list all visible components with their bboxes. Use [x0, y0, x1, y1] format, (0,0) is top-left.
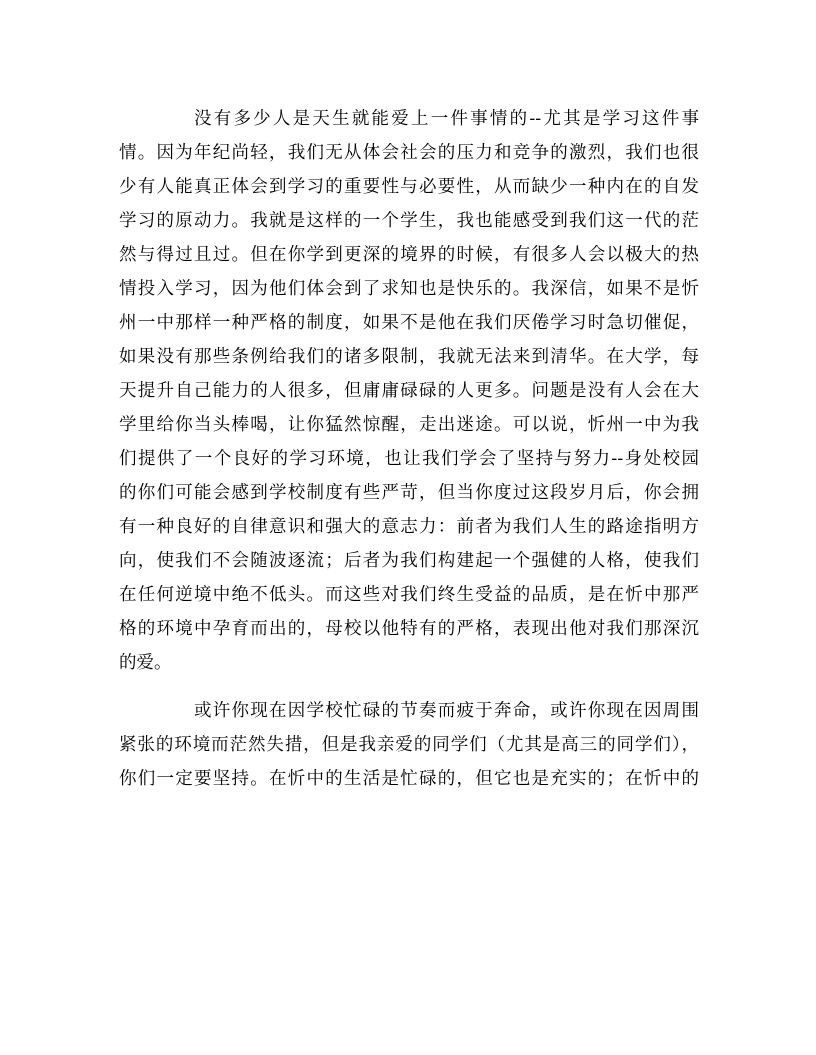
- text-line: 格的环境中孕育而出的，母校以他特有的严格，表现出他对我们那深沉: [119, 619, 699, 639]
- text-line: 有一种良好的自律意识和强大的意志力：前者为我们人生的路途指明方: [119, 517, 699, 537]
- text-line: 少有人能真正体会到学习的重要性与必要性，从而缺少一种内在的自发: [119, 177, 699, 197]
- text-line: 然与得过且过。但在你学到更深的境界的时候，有很多人会以极大的热: [119, 245, 699, 265]
- text-line: 的爱。: [119, 653, 172, 673]
- text-line: 天提升自己能力的人很多，但庸庸碌碌的人更多。问题是没有人会在大: [119, 381, 699, 401]
- text-line: 州一中那样一种严格的制度，如果不是他在我们厌倦学习时急切催促，: [119, 313, 699, 333]
- document-body: [119, 102, 699, 796]
- text-line: 学习的原动力。我就是这样的一个学生，我也能感受到我们这一代的茫: [119, 211, 699, 231]
- text-line: 或许你现在因学校忙碌的节奏而疲于奔命，或许你现在因周围: [194, 701, 699, 721]
- text-line: 如果没有那些条例给我们的诸多限制，我就无法来到清华。在大学，每: [119, 347, 699, 367]
- paragraph-1: [119, 102, 699, 680]
- paragraph-2: [119, 694, 699, 796]
- text-line: 紧张的环境而茫然失措，但是我亲爱的同学们（尤其是高三的同学们），: [119, 735, 699, 755]
- text-line: 你们一定要坚持。在忻中的生活是忙碌的，但它也是充实的；在忻中的: [119, 769, 699, 789]
- text-line: 向，使我们不会随波逐流；后者为我们构建起一个强健的人格，使我们: [119, 551, 699, 571]
- text-line: 的你们可能会感到学校制度有些严苛，但当你度过这段岁月后，你会拥: [119, 483, 699, 503]
- text-line: 学里给你当头棒喝，让你猛然惊醒，走出迷途。可以说，忻州一中为我: [119, 415, 699, 435]
- paragraph-spacer: [119, 680, 699, 694]
- text-line: 在任何逆境中绝不低头。而这些对我们终生受益的品质，是在忻中那严: [119, 585, 699, 605]
- text-line: 情投入学习，因为他们体会到了求知也是快乐的。我深信，如果不是忻: [119, 279, 699, 299]
- text-line: 们提供了一个良好的学习环境，也让我们学会了坚持与努力--身处校园: [119, 449, 699, 469]
- text-line: 没有多少人是天生就能爱上一件事情的--尤其是学习这件事: [194, 109, 699, 129]
- text-line: 情。因为年纪尚轻，我们无从体会社会的压力和竞争的激烈，我们也很: [119, 143, 699, 163]
